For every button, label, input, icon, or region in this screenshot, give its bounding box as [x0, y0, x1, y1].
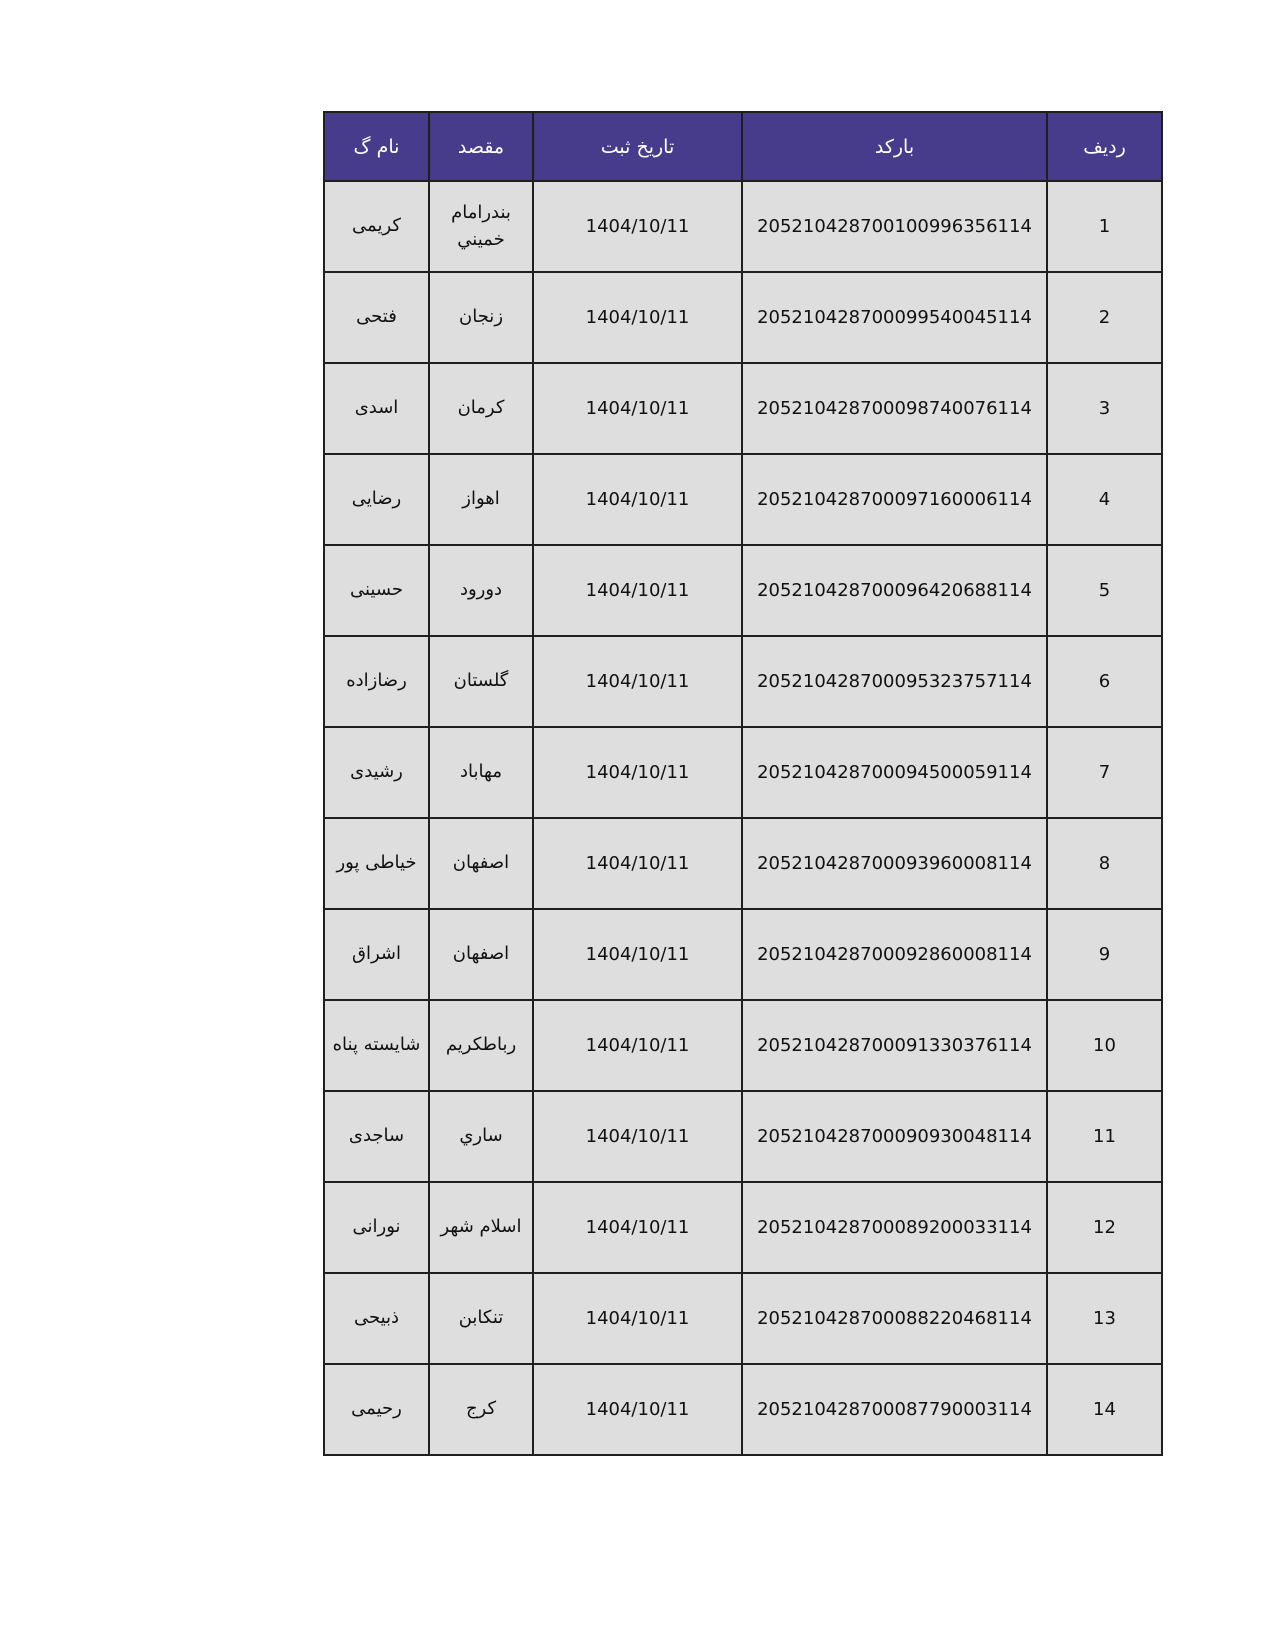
- cell-date: 1404/10/11: [533, 1364, 742, 1455]
- table-row: [324, 818, 1162, 909]
- cell-row-number: 12: [1047, 1182, 1162, 1273]
- table-row: [324, 272, 1162, 363]
- cell-destination: دورود: [429, 545, 533, 636]
- header-row: [324, 112, 1162, 181]
- cell-name: رضایی: [324, 454, 429, 545]
- cell-name: نورانی: [324, 1182, 429, 1273]
- cell-barcode: 205210428700100996356114: [742, 181, 1047, 272]
- cell-date: 1404/10/11: [533, 636, 742, 727]
- header-date: تاریخ ثبت: [533, 112, 742, 181]
- cell-destination: اصفهان: [429, 909, 533, 1000]
- cell-date: 1404/10/11: [533, 1000, 742, 1091]
- cell-barcode: 205210428700089200033114: [742, 1182, 1047, 1273]
- cell-barcode: 205210428700099540045114: [742, 272, 1047, 363]
- cell-destination: کرج: [429, 1364, 533, 1455]
- cell-destination: تنکابن: [429, 1273, 533, 1364]
- table-row: [324, 1182, 1162, 1273]
- cell-date: 1404/10/11: [533, 272, 742, 363]
- cell-name: ذبیحی: [324, 1273, 429, 1364]
- table-row: [324, 1273, 1162, 1364]
- cell-barcode: 205210428700095323757114: [742, 636, 1047, 727]
- cell-barcode: 205210428700096420688114: [742, 545, 1047, 636]
- cell-destination: اسلام شهر: [429, 1182, 533, 1273]
- table-row: [324, 909, 1162, 1000]
- cell-name: ساجدی: [324, 1091, 429, 1182]
- cell-date: 1404/10/11: [533, 818, 742, 909]
- cell-date: 1404/10/11: [533, 545, 742, 636]
- cell-destination: بندرامام خميني: [429, 181, 533, 272]
- cell-row-number: 8: [1047, 818, 1162, 909]
- table-row: [324, 636, 1162, 727]
- cell-date: 1404/10/11: [533, 1091, 742, 1182]
- cell-barcode: 205210428700090930048114: [742, 1091, 1047, 1182]
- cell-destination: رباطکریم: [429, 1000, 533, 1091]
- table-row: [324, 545, 1162, 636]
- cell-barcode: 205210428700098740076114: [742, 363, 1047, 454]
- cell-destination: ساري: [429, 1091, 533, 1182]
- header-destination: مقصد: [429, 112, 533, 181]
- cell-date: 1404/10/11: [533, 1182, 742, 1273]
- header-barcode: بارکد: [742, 112, 1047, 181]
- cell-row-number: 5: [1047, 545, 1162, 636]
- cell-row-number: 9: [1047, 909, 1162, 1000]
- cell-date: 1404/10/11: [533, 454, 742, 545]
- cell-barcode: 205210428700087790003114: [742, 1364, 1047, 1455]
- cell-destination: مهاباد: [429, 727, 533, 818]
- cell-name: رضازاده: [324, 636, 429, 727]
- cell-row-number: 4: [1047, 454, 1162, 545]
- cell-destination: کرمان: [429, 363, 533, 454]
- cell-name: رشیدی: [324, 727, 429, 818]
- cell-row-number: 1: [1047, 181, 1162, 272]
- cell-barcode: 205210428700097160006114: [742, 454, 1047, 545]
- shipments-table: [323, 111, 1163, 1456]
- table-row: [324, 454, 1162, 545]
- table-row: [324, 727, 1162, 818]
- cell-date: 1404/10/11: [533, 727, 742, 818]
- cell-row-number: 14: [1047, 1364, 1162, 1455]
- cell-name: حسینی: [324, 545, 429, 636]
- header-name: نام گ: [324, 112, 429, 181]
- cell-name: کریمی: [324, 181, 429, 272]
- cell-row-number: 13: [1047, 1273, 1162, 1364]
- cell-date: 1404/10/11: [533, 1273, 742, 1364]
- cell-date: 1404/10/11: [533, 363, 742, 454]
- cell-name: خیاطی پور: [324, 818, 429, 909]
- cell-date: 1404/10/11: [533, 181, 742, 272]
- cell-name: اسدی: [324, 363, 429, 454]
- cell-row-number: 6: [1047, 636, 1162, 727]
- table-row: [324, 1000, 1162, 1091]
- cell-name: شایسته پناه: [324, 1000, 429, 1091]
- cell-destination: گلستان: [429, 636, 533, 727]
- cell-row-number: 11: [1047, 1091, 1162, 1182]
- cell-row-number: 2: [1047, 272, 1162, 363]
- cell-row-number: 10: [1047, 1000, 1162, 1091]
- table-row: [324, 1091, 1162, 1182]
- cell-barcode: 205210428700094500059114: [742, 727, 1047, 818]
- cell-destination: اصفهان: [429, 818, 533, 909]
- cell-row-number: 7: [1047, 727, 1162, 818]
- cell-date: 1404/10/11: [533, 909, 742, 1000]
- cell-barcode: 205210428700092860008114: [742, 909, 1047, 1000]
- header-row-number: ردیف: [1047, 112, 1162, 181]
- cell-name: رحیمی: [324, 1364, 429, 1455]
- cell-barcode: 205210428700093960008114: [742, 818, 1047, 909]
- cell-name: اشراق: [324, 909, 429, 1000]
- cell-destination: اهواز: [429, 454, 533, 545]
- cell-barcode: 205210428700088220468114: [742, 1273, 1047, 1364]
- table-row: [324, 181, 1162, 272]
- cell-barcode: 205210428700091330376114: [742, 1000, 1047, 1091]
- shipments-sheet: [323, 111, 1161, 1456]
- table-body: [324, 181, 1162, 1455]
- cell-row-number: 3: [1047, 363, 1162, 454]
- table-row: [324, 363, 1162, 454]
- cell-name: فتحی: [324, 272, 429, 363]
- cell-destination: زنجان: [429, 272, 533, 363]
- table-row: [324, 1364, 1162, 1455]
